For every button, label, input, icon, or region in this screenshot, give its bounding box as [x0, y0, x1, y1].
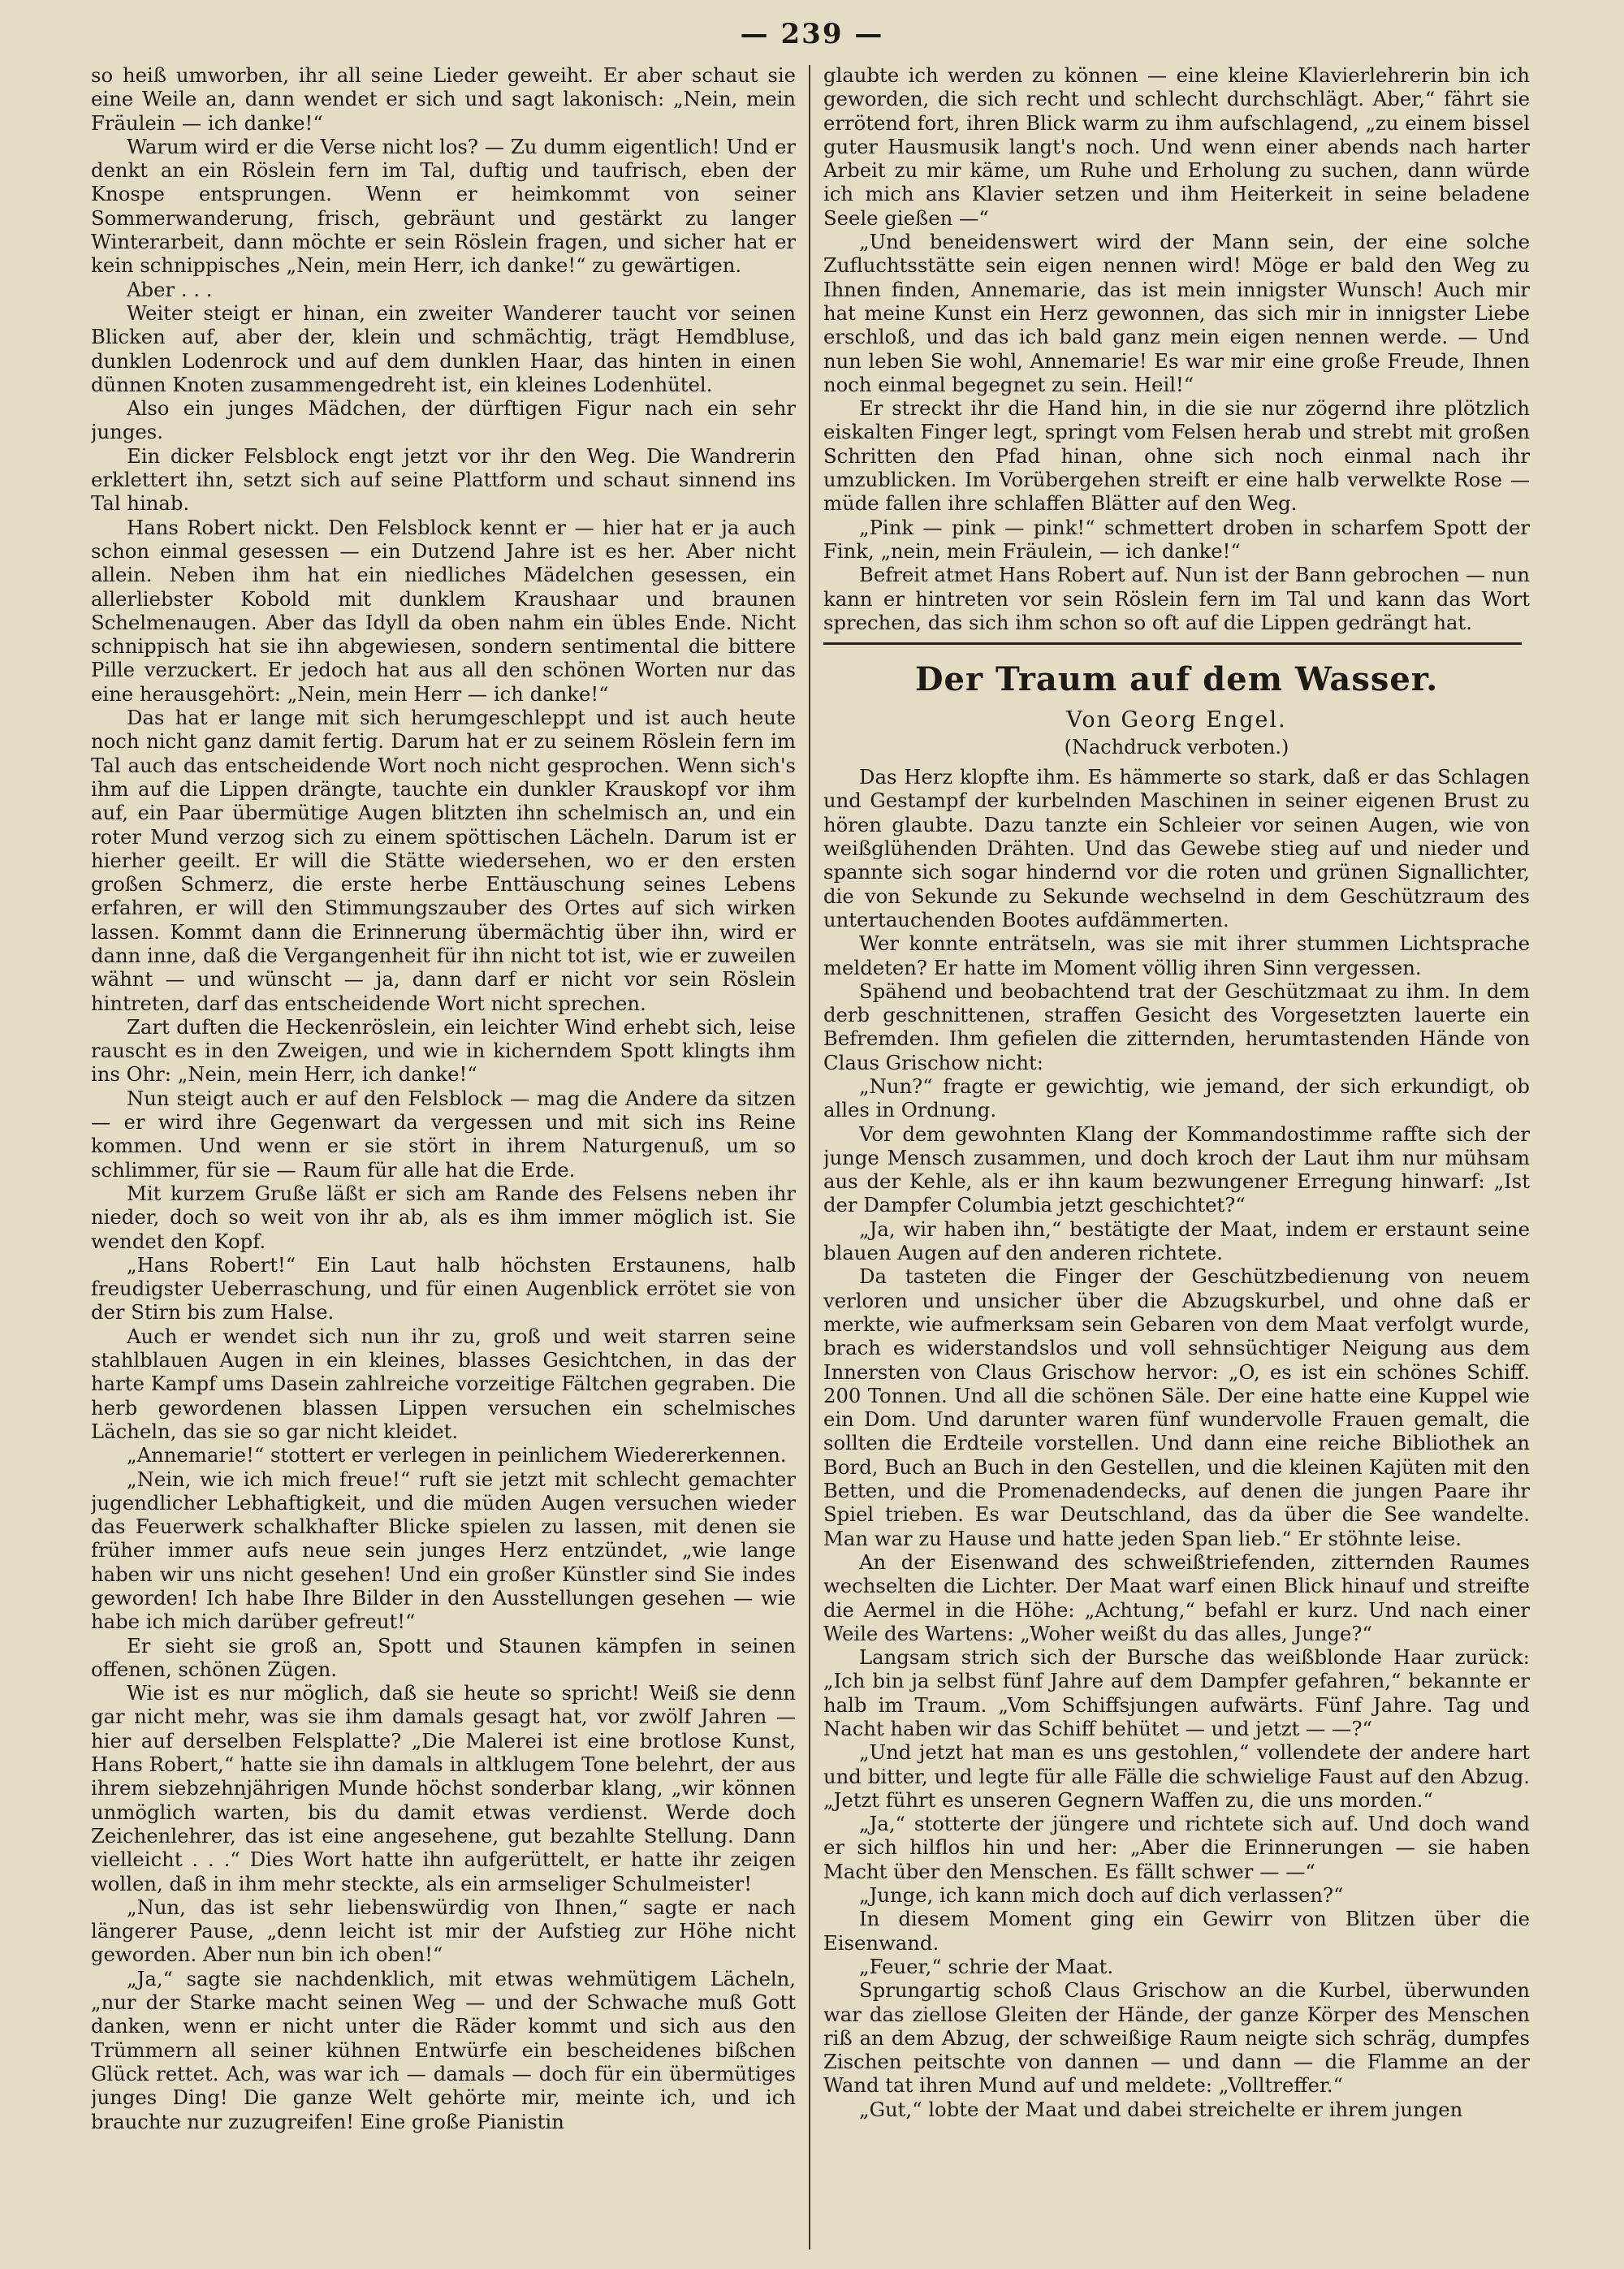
right-column	[823, 63, 1530, 2256]
paragraph: „Nein, wie ich mich freue!“ ruft sie jetzt mit schlecht gemachter jugendlicher Lebhaftigkeit, und die müden Augen versuchen wieder das Feuerwerk schalkhafter Blicke spielen zu lassen, mit denen sie früher immer aufs neue sein junges Herz entzündet, „wie lange haben wir uns nicht gesehen! Und ein großer Künstler sind Sie indes geworden! Ich habe Ihre Bilder in den Ausstellungen gesehen — wie habe ich mich darüber gefreut!“	[91, 1467, 796, 1634]
paragraph: „Ja,“ sagte sie nachdenklich, mit etwas wehmütigem Lächeln, „nur der Starke macht seinen Weg — und der Schwache muß Gott danken, wenn er nicht unter die Räder kommt und sich aus den Trümmern all seiner kühnen Entwürfe ein bescheidenes bißchen Glück rettet. Ach, was war ich — damals — doch für ein übermütiges junges Ding! Die ganze Welt gehörte mir, meinte ich, und ich brauchte nur zuzugreifen! Eine große Pianistin	[91, 1966, 796, 2133]
paragraph: „Ja, wir haben ihn,“ bestätigte der Maat, indem er erstaunt seine blauen Augen auf den anderen richtete.	[823, 1217, 1530, 1265]
paragraph: glaubte ich werden zu können — eine kleine Klavierlehrerin bin ich geworden, die sich recht und schlecht durchschlägt. Aber,“ fährt sie errötend fort, ihren Blick warm zu ihm aufschlagend, „zu einem bissel guter Hausmusik langt's noch. Und wenn einer abends nach harter Arbeit zu mir käme, um Ruhe und Erholung zu suchen, dann würde ich mich ans Klavier setzen und ihm Heiterkeit in seine beladene Seele gießen —“	[823, 63, 1530, 230]
page-number: — 239 —	[740, 18, 884, 50]
paragraph: Auch er wendet sich nun ihr zu, groß und weit starren seine stahlblauen Augen in ein kleines, blasses Gesichtchen, in das der harte Kampf ums Dasein zahlreiche vorzeitige Fältchen gegraben. Die herb gewordenen blassen Lippen versuchen ein schelmisches Lächeln, das sie so gar nicht kleidet.	[91, 1324, 796, 1443]
paragraph: Wie ist es nur möglich, daß sie heute so spricht! Weiß sie denn gar nicht mehr, was sie ihm damals gesagt hat, vor zwölf Jahren — hier auf derselben Felsplatte? „Die Malerei ist eine brotlose Kunst, Hans Robert,“ hatte sie ihn damals in altklugem Tone belehrt, der aus ihrem siebzehnjährigen Munde höchst sonderbar klang, „wir können unmöglich warten, bis du damit etwas verdienst. Werde doch Zeichenlehrer, das ist eine angesehene, gut bezahlte Stellung. Dann vielleicht . . .“ Dies Wort hatte ihn aufgerüttelt, er hatte ihr zeigen wollen, daß in ihm mehr steckte, als ein armseliger Schulmeister!	[91, 1681, 796, 1895]
story-body	[823, 765, 1530, 2121]
column-divider	[809, 65, 810, 2250]
paragraph: An der Eisenwand des schweißtriefenden, zitternden Raumes wechselten die Lichter. Der Maat warf einen Blick hinauf und streifte die Aermel in die Höhe: „Achtung,“ befahl er kurz. Und nach einer Weile des Wartens: „Woher weißt du das alles, Junge?“	[823, 1549, 1530, 1645]
paragraph: Zart duften die Heckenröslein, ein leichter Wind erhebt sich, leise rauscht es in den Zweigen, und wie in kicherndem Spott klingts ihm ins Ohr: „Nein, mein Herr, ich danke!“	[91, 1014, 796, 1087]
paragraph: „Pink — pink — pink!“ schmettert droben in scharfem Spott der Fink, „nein, mein Fräulein, — ich danke!“	[823, 515, 1530, 563]
paragraph: In diesem Moment ging ein Gewirr von Blitzen über die Eisenwand.	[823, 1907, 1530, 1955]
paragraph: „Und beneidenswert wird der Mann sein, der eine solche Zufluchtsstätte sein eigen nennen wird! Möge er bald den Weg zu Ihnen finden, Annemarie, das ist mein innigster Wunsch! Auch mir hat meine Kunst ein Herz gewonnen, das sich mir in innigster Liebe erschloß, und das ich bald ganz mein eigen nennen werde. — Und nun leben Sie wohl, Annemarie! Es war mir eine große Freude, Ihnen noch einmal begegnet zu sein. Heil!“	[823, 230, 1530, 396]
paragraph: „Feuer,“ schrie der Maat.	[859, 1954, 1114, 1978]
paragraph: „Annemarie!“ stottert er verlegen in peinlichem Wiedererkennen.	[127, 1443, 787, 1467]
paragraph: Befreit atmet Hans Robert auf. Nun ist der Bann gebrochen — nun kann er hintreten vor sein Röslein fern im Tal und kann das Wort sprechen, das sich ihm schon so oft auf die Lippen gedrängt hat.	[823, 563, 1530, 634]
paragraph: Aber . . .	[127, 277, 213, 301]
paragraph: Das hat er lange mit sich herumgeschleppt und ist auch heute noch nicht ganz damit fertig. Darum hat er zu seinem Röslein fern im Tal auch das entscheidende Wort noch nicht gesprochen. Wenn sich's ihm auf die Lippen drängte, tauchte ein dunkler Krauskopf vor ihm auf, ein Paar übermütige Augen blitzten ihn schelmisch an, und ein roter Mund verzog sich zu einem spöttischen Lächeln. Darum ist er hierher geeilt. Er will die Stätte wiedersehen, wo er den ersten großen Schmerz, die erste herbe Enttäuschung seines Lebens erfahren, er will den Stimmungszauber des Ortes auf sich wirken lassen. Kommt dann die Erinnerung übermächtig über ihn, wird er dann inne, daß die Vergangenheit für ihn nicht tot ist, wie er zuweilen wähnt — und wünscht — ja, dann darf er nicht vor sein Röslein hintreten, darf das entscheidende Wort nicht sprechen.	[91, 706, 796, 1015]
title-rule	[823, 642, 1522, 645]
paragraph: „Ja,“ stotterte der jüngere und richtete sich auf. Und doch wand er sich hilflos hin und her: „Aber die Erinnerungen — sie haben Macht über den Menschen. Es fällt schwer — —“	[823, 1812, 1530, 1883]
paragraph: Also ein junges Mädchen, der dürftigen Figur nach ein sehr junges.	[91, 396, 796, 444]
paragraph: Warum wird er die Verse nicht los? — Zu dumm eigentlich! Und er denkt an ein Röslein fern im Tal, duftig und taufrisch, eben der Knospe entsprungen. Wenn er heimkommt von seiner Sommerwanderung, frisch, gebräunt und gestärkt zu langer Winterarbeit, dann möchte er sein Röslein fragen, und sicher hat er kein schnippisches „Nein, mein Herr, ich danke!“ zu gewärtigen.	[91, 134, 796, 278]
paragraph: Das Herz klopfte ihm. Es hämmerte so stark, daß er das Schlagen und Gestampf der kurbelnden Maschinen in seiner eigenen Brust zu hören glaubte. Dazu tanzte ein Schleier vor seinen Augen, wie von weißglühenden Drähten. Und das Gewebe stieg auf und nieder und spannte sich sogar hindernd vor die roten und grünen Signallichter, die von Sekunde zu Sekunde wechselnd in dem Geschützraum des untertauchenden Bootes aufdämmerten.	[823, 765, 1530, 931]
story-continuation	[823, 63, 1530, 634]
paragraph: Sprungartig schoß Claus Grischow an die Kurbel, überwunden war das ziellose Gleiten der Hände, der ganze Körper des Menschen riß an dem Abzug, der schweißige Raum neigte sich schräg, dumpfes Zischen peitschte von dannen — und dann — die Flamme an der Wand tat ihren Mund auf und meldete: „Volltreffer.“	[823, 1978, 1530, 2098]
story-title: Der Traum auf dem Wasser.	[914, 660, 1439, 699]
reprint-notice: (Nachdruck verboten.)	[1064, 736, 1289, 759]
paragraph: Langsam strich sich der Bursche das weißblonde Haar zurück: „Ich bin ja selbst fünf Jahre auf dem Dampfer gefahren,“ bekannte er halb im Traum. „Vom Schiffsjungen aufwärts. Fünf Jahre. Tag und Nacht haben wir das Schiff behütet — und jetzt — —?“	[823, 1645, 1530, 1740]
paragraph: Hans Robert nickt. Den Felsblock kennt er — hier hat er ja auch schon einmal gesessen — ein Dutzend Jahre ist es her. Aber nicht allein. Neben ihm hat ein niedliches Mädelchen gesessen, ein allerliebster Kobold mit dunklem Kraushaar und braunen Schelmenaugen. Aber das Idyll da oben nahm ein übles Ende. Nicht schnippisch hat sie ihn abgewiesen, sondern sentimental die bittere Pille verzuckert. Er jedoch hat aus all den schönen Worten nur das eine herausgehört: „Nein, mein Herr — ich danke!“	[91, 515, 796, 706]
paragraph: „Junge, ich kann mich doch auf dich verlassen?“	[859, 1883, 1344, 1908]
paragraph: Er streckt ihr die Hand hin, in die sie nur zögernd ihre plötzlich eiskalten Finger legt, springt vom Felsen herab und strebt mit großen Schritten den Pfad hinan, ohne sich noch einmal nach ihr umzublicken. Im Vorübergehen streift er eine halb verwelkte Rose — müde fallen ihre schlaffen Blätter auf den Weg.	[823, 396, 1530, 516]
paragraph: „Nun?“ fragte er gewichtig, wie jemand, der sich erkundigt, ob alles in Ordnung.	[823, 1074, 1530, 1122]
paragraph: Nun steigt auch er auf den Felsblock — mag die Andere da sitzen — er wird ihre Gegenwart da vergessen und mit sich ins Reine kommen. Und wenn er sie stört in ihrem Naturgenuß, um so schlimmer, für sie — Raum für alle hat die Erde.	[91, 1086, 796, 1182]
paragraph: „Gut,“ lobte der Maat und dabei streichelte er ihrem jungen	[859, 2097, 1463, 2121]
paragraph: Da tasteten die Finger der Geschützbedienung von neuem verloren und unsicher über die Abzugskurbel, und ohne daß er merkte, wie aufmerksam sein Gebaren von dem Maat verfolgt wurde, brach es widerstandslos und voll sehnsüchtiger Neigung aus dem Innersten von Claus Grischow hervor: „O, es ist ein schönes Schiff. 200 Tonnen. Und all die schönen Säle. Der eine hatte eine Kuppel wie ein Dom. Und darunter waren fünf wundervolle Frauen gemalt, die sollten die Erdteile vorstellen. Und dann eine reiche Bibliothek an Bord, Buch an Buch in den Gestellen, und die kleinen Kajüten mit den Betten, und die Promenadendecks, auf denen die jungen Paare ihr Spiel trieben. Es war Deutschland, das da über die See wandelte. Man war zu Hause und hatte jeden Span lieb.“ Er stöhnte leise.	[823, 1264, 1530, 1550]
paragraph: Er sieht sie groß an, Spott und Staunen kämpfen in seinen offenen, schönen Zügen.	[91, 1633, 796, 1681]
story-byline: Von Georg Engel.	[1066, 707, 1287, 733]
paragraph: Mit kurzem Gruße läßt er sich am Rande des Felsens neben ihr nieder, doch so weit von ihr ab, als es ihm immer möglich ist. Sie wendet den Kopf.	[91, 1181, 796, 1253]
paragraph: Wer konnte enträtseln, was sie mit ihrer stummen Lichtsprache meldeten? Er hatte im Moment völlig ihren Sinn vergessen.	[823, 931, 1530, 979]
paragraph: Spähend und beobachtend trat der Geschützmaat zu ihm. In dem derb geschnittenen, straffen Gesicht des Vorgesetzten lauerte ein Befremden. Ihm gefielen die zitternden, herumtastenden Hände von Claus Grischow nicht:	[823, 979, 1530, 1074]
paragraph: Ein dicker Felsblock engt jetzt vor ihr den Weg. Die Wandrerin erklettert ihn, setzt sich auf seine Plattform und schaut sinnend ins Tal hinab.	[91, 443, 796, 516]
paragraph: „Und jetzt hat man es uns gestohlen,“ vollendete der andere hart und bitter, und legte für alle Fälle die schwielige Faust auf den Abzug. „Jetzt führt es unseren Gegnern Waffen zu, die uns morden.“	[823, 1740, 1530, 1812]
paragraph: so heiß umworben, ihr all seine Lieder geweiht. Er aber schaut sie eine Weile an, dann wendet er sich und sagt lakonisch: „Nein, mein Fräulein — ich danke!“	[91, 63, 796, 135]
paragraph: „Hans Robert!“ Ein Laut halb höchsten Erstaunens, halb freudigster Ueberraschung, und für einen Augenblick errötet sie von der Stirn bis zum Halse.	[91, 1252, 796, 1325]
paragraph: Weiter steigt er hinan, ein zweiter Wanderer taucht vor seinen Blicken auf, aber der, klein und schmächtig, trägt Hemdbluse, dunklen Lodenrock und auf dem dunklen Haar, das hinten in einen dünnen Knoten zusammengedreht ist, ein kleines Lodenhütel.	[91, 300, 796, 396]
paragraph: „Nun, das ist sehr liebenswürdig von Ihnen,“ sagte er nach längerer Pause, „denn leicht ist mir der Aufstieg zur Höhe nicht geworden. Aber nun bin ich oben!“	[91, 1895, 796, 1967]
left-column	[91, 63, 796, 2256]
paragraph: Vor dem gewohnten Klang der Kommandostimme raffte sich der junge Mensch zusammen, und doch kroch der Laut ihm nur mühsam aus der Kehle, als er ihn kaum bezwungener Erregung hinwarf: „Ist der Dampfer Columbia jetzt geschichtet?“	[823, 1122, 1530, 1217]
